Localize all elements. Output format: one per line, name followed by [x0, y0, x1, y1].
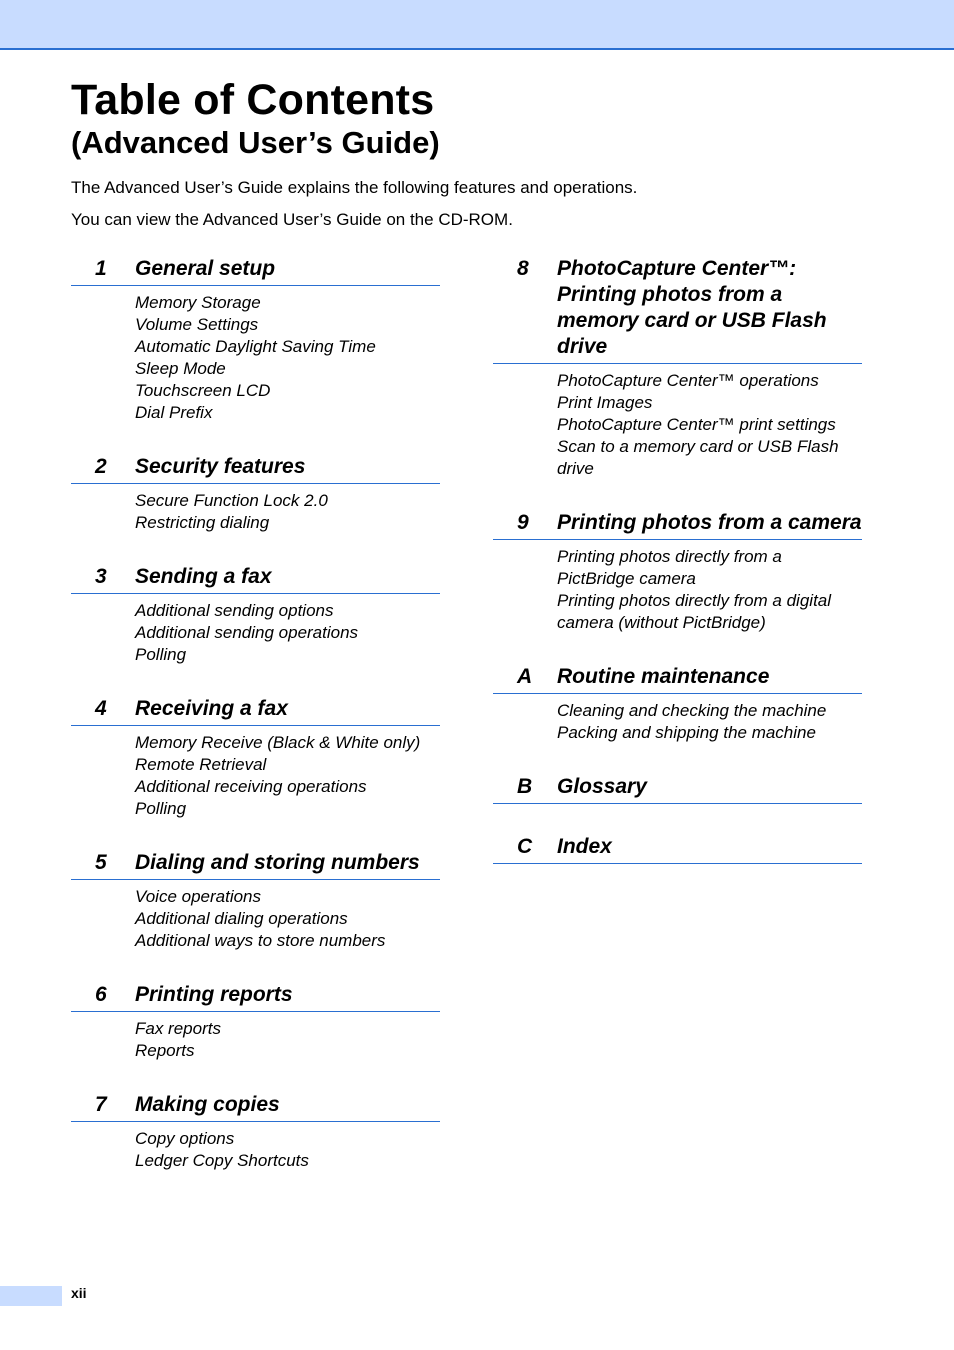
chapter-item[interactable]: PhotoCapture Center™ operations	[557, 371, 819, 390]
toc-chapter	[71, 454, 440, 534]
chapter-title: Making copies	[135, 1093, 280, 1116]
chapter-item[interactable]: PhotoCapture Center™ print settings	[557, 415, 836, 434]
chapter-number: 3	[95, 565, 107, 588]
chapter-number: 2	[95, 455, 107, 478]
chapter-item-list	[135, 732, 440, 820]
chapter-item-list	[557, 370, 862, 480]
toc-chapter	[71, 696, 440, 820]
chapter-item[interactable]: Dial Prefix	[135, 403, 213, 422]
chapter-heading[interactable]	[71, 850, 440, 880]
chapter-item[interactable]: Remote Retrieval	[135, 755, 267, 774]
chapter-heading[interactable]	[71, 564, 440, 594]
chapter-number: 5	[95, 851, 107, 874]
chapter-item-list	[135, 886, 440, 952]
chapter-item[interactable]: Voice operations	[135, 887, 262, 906]
chapter-number: 8	[517, 257, 529, 280]
chapter-item-list	[135, 600, 440, 666]
toc-chapter	[71, 1092, 440, 1172]
chapter-heading[interactable]	[71, 256, 440, 286]
chapter-item[interactable]: Touchscreen LCD	[135, 381, 271, 400]
chapter-item[interactable]: Additional sending operations	[135, 623, 359, 642]
chapter-item[interactable]: Ledger Copy Shortcuts	[135, 1151, 309, 1170]
page-number: xii	[71, 1285, 87, 1301]
chapter-title: Routine maintenance	[557, 665, 770, 688]
chapter-heading[interactable]	[493, 774, 862, 804]
toc-chapter	[71, 982, 440, 1062]
chapter-title: Printing photos from a camera	[557, 511, 862, 534]
toc-chapter	[71, 850, 440, 952]
chapter-item[interactable]: Additional sending options	[135, 601, 334, 620]
chapter-title: PhotoCapture Center™: Printing photos from a memory card or USB Flash drive	[557, 257, 827, 358]
chapter-item[interactable]: Additional receiving operations	[135, 777, 367, 796]
chapter-item[interactable]: Additional dialing operations	[135, 909, 348, 928]
chapter-number: 1	[95, 257, 107, 280]
chapter-number: 4	[95, 697, 107, 720]
chapter-item[interactable]: Cleaning and checking the machine	[557, 701, 827, 720]
chapter-heading[interactable]	[71, 696, 440, 726]
chapter-heading[interactable]	[71, 982, 440, 1012]
chapter-item-list	[557, 546, 862, 634]
chapter-item[interactable]: Polling	[135, 645, 187, 664]
chapter-item[interactable]: Fax reports	[135, 1019, 221, 1038]
chapter-item[interactable]: Copy options	[135, 1129, 235, 1148]
chapter-item[interactable]: Polling	[135, 799, 187, 818]
chapter-item[interactable]: Reports	[135, 1041, 195, 1060]
chapter-title: Receiving a fax	[135, 697, 288, 720]
toc-chapter	[493, 774, 862, 804]
intro-paragraph: You can view the Advanced User’s Guide on the CD-ROM.	[71, 210, 513, 229]
chapter-title: Sending a fax	[135, 565, 272, 588]
chapter-item-list	[557, 700, 862, 744]
chapter-item[interactable]: Additional ways to store numbers	[135, 931, 386, 950]
chapter-title: Security features	[135, 455, 306, 478]
chapter-item[interactable]: Secure Function Lock 2.0	[135, 491, 328, 510]
toc-chapter	[71, 256, 440, 424]
header-band	[0, 0, 954, 50]
chapter-item-list	[135, 1128, 440, 1172]
chapter-item[interactable]: Printing photos directly from a digital camera (without PictBridge)	[557, 591, 832, 632]
chapter-number: 7	[95, 1093, 107, 1116]
chapter-item[interactable]: Printing photos directly from a PictBridge camera	[557, 547, 782, 588]
chapter-title: Dialing and storing numbers	[135, 851, 420, 874]
chapter-number: 9	[517, 511, 529, 534]
chapter-item-list	[135, 292, 440, 424]
chapter-item[interactable]: Volume Settings	[135, 315, 259, 334]
chapter-item[interactable]: Memory Receive (Black & White only)	[135, 733, 421, 752]
chapter-item[interactable]: Memory Storage	[135, 293, 261, 312]
toc-chapter	[493, 834, 862, 864]
chapter-title: Index	[557, 835, 612, 858]
chapter-number: C	[517, 835, 533, 858]
chapter-item[interactable]: Scan to a memory card or USB Flash drive	[557, 437, 839, 478]
chapter-item[interactable]: Sleep Mode	[135, 359, 226, 378]
footer-band	[0, 1286, 62, 1306]
toc-chapter	[71, 564, 440, 666]
chapter-heading[interactable]	[493, 510, 862, 540]
page-subtitle: (Advanced User’s Guide)	[71, 125, 440, 160]
chapter-heading[interactable]	[493, 256, 862, 364]
chapter-item[interactable]: Packing and shipping the machine	[557, 723, 816, 742]
toc-column-right	[493, 256, 862, 894]
chapter-title: Glossary	[557, 775, 647, 798]
chapter-item-list	[135, 1018, 440, 1062]
chapter-heading[interactable]	[493, 834, 862, 864]
chapter-number: B	[517, 775, 533, 798]
toc-chapter	[493, 510, 862, 634]
chapter-title: Printing reports	[135, 983, 293, 1006]
page-title: Table of Contents	[71, 76, 435, 124]
chapter-number: 6	[95, 983, 107, 1006]
intro-paragraph: The Advanced User’s Guide explains the following features and operations.	[71, 178, 638, 197]
chapter-item-list	[135, 490, 440, 534]
chapter-heading[interactable]	[71, 1092, 440, 1122]
toc-column-left	[71, 256, 440, 1202]
chapter-number: A	[517, 665, 533, 688]
chapter-heading[interactable]	[493, 664, 862, 694]
chapter-item[interactable]: Automatic Daylight Saving Time	[135, 337, 376, 356]
toc-chapter	[493, 256, 862, 480]
chapter-title: General setup	[135, 257, 276, 280]
chapter-item[interactable]: Print Images	[557, 393, 653, 412]
toc-chapter	[493, 664, 862, 744]
chapter-heading[interactable]	[71, 454, 440, 484]
chapter-item[interactable]: Restricting dialing	[135, 513, 270, 532]
